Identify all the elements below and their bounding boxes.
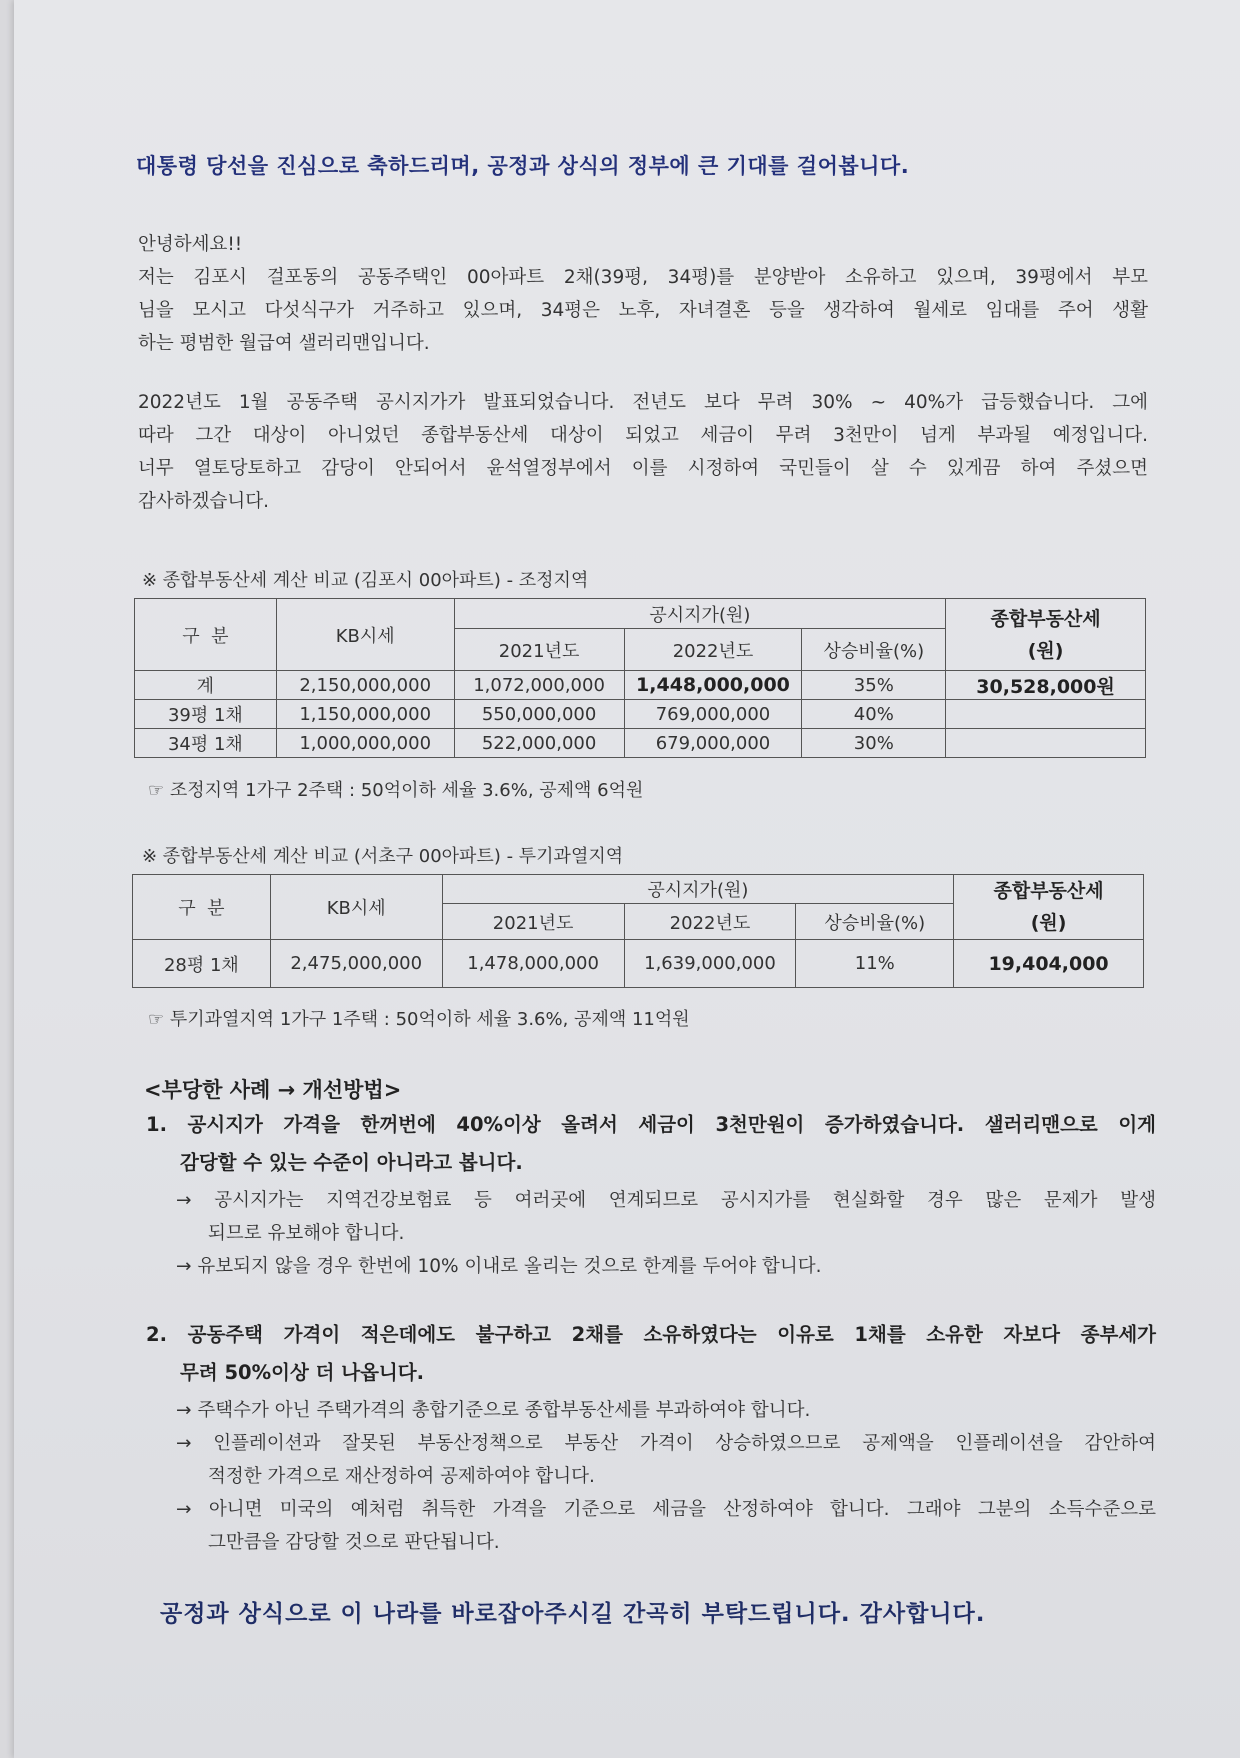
second-paragraph (138, 386, 1148, 518)
intro-paragraph (138, 228, 1148, 360)
cell-2022: 1,448,000,000 (624, 671, 802, 700)
cell-2021: 550,000,000 (454, 700, 624, 729)
item2-sub: 그만큼을 감당할 것으로 판단됩니다. (208, 1532, 500, 1553)
header-tax: 종합부동산세 (원) (954, 875, 1144, 940)
paper-sheet (14, 0, 1240, 1758)
cell-rate: 35% (802, 671, 946, 700)
item2-line: 2. 공동주택 가격이 적은데에도 불구하고 2채를 소유하였다는 이유로 1채를 소유한 자보다 종부세가 (146, 1323, 1156, 1346)
cell-rate: 30% (802, 729, 946, 758)
item1-line: 감당할 수 있는 수준이 아니라고 봅니다. (180, 1151, 523, 1174)
para2-line: 감사하겠습니다. (138, 491, 269, 512)
cell-2022: 769,000,000 (624, 700, 802, 729)
cell-2022: 1,639,000,000 (624, 940, 796, 988)
item-2 (146, 1316, 1156, 1559)
cell-2021: 1,478,000,000 (442, 940, 624, 988)
cell-kb: 2,475,000,000 (270, 940, 442, 988)
cell-2021: 522,000,000 (454, 729, 624, 758)
cell-kb: 1,000,000,000 (276, 729, 454, 758)
header-gongsi: 공시지가(원) (454, 599, 946, 629)
cell-2022: 679,000,000 (624, 729, 802, 758)
greeting: 안녕하세요!! (138, 234, 243, 255)
header-rate: 상승비율(%) (796, 904, 954, 940)
table-row (135, 729, 1146, 758)
table-row (133, 940, 1144, 988)
letter-title: 대통령 당선을 진심으로 축하드리며, 공정과 상식의 정부에 큰 기대를 걸어봅니다. (136, 154, 910, 178)
table1 (134, 598, 1146, 758)
para2-line: 따라 그간 대상이 아니었던 종합부동산세 대상이 되었고 세금이 무려 3천만이 넘게 부과될 예정입니다. (138, 425, 1148, 446)
header-tax: 종합부동산세 (원) (946, 599, 1146, 671)
cell-kb: 1,150,000,000 (276, 700, 454, 729)
item2-sub: → 아니면 미국의 예처럼 취득한 가격을 기준으로 세금을 산정하여야 합니다. 그래야 그분의 소득수준으로 (176, 1499, 1156, 1520)
table-row (135, 700, 1146, 729)
cell-label: 28평 1채 (133, 940, 271, 988)
table2-note: ☞ 투기과열지역 1가구 1주택 : 50억이하 세율 3.6%, 공제액 11억원 (148, 1009, 690, 1030)
section-title: <부당한 사례 → 개선방법> (144, 1078, 402, 1102)
item2-sub: 적정한 가격으로 재산정하여 공제하여야 합니다. (208, 1466, 595, 1487)
cell-tax: 30,528,000원 (946, 671, 1146, 700)
item2-sub: → 주택수가 아닌 주택가격의 총합기준으로 종합부동산세를 부과하여야 합니다. (176, 1400, 811, 1421)
header-2021: 2021년도 (454, 629, 624, 671)
intro-line: 님을 모시고 다섯식구가 거주하고 있으며, 34평은 노후, 자녀결혼 등을 생각하여 월세로 임대를 주어 생활 (138, 300, 1148, 321)
item-1 (146, 1106, 1156, 1283)
cell-kb: 2,150,000,000 (276, 671, 454, 700)
table2 (132, 874, 1144, 988)
item2-line: 무려 50%이상 더 나옵니다. (180, 1361, 424, 1384)
para2-line: 너무 열토당토하고 감당이 안되어서 윤석열정부에서 이를 시정하여 국민들이 살 수 있게끔 하여 주셨으면 (138, 458, 1148, 479)
header-2022: 2022년도 (624, 904, 796, 940)
cell-tax: 19,404,000 (954, 940, 1144, 988)
item1-sub: 되므로 유보해야 합니다. (208, 1223, 405, 1244)
item2-sub: → 인플레이션과 잘못된 부동산정책으로 부동산 가격이 상승하였으므로 공제액을 인플레이션을 감안하여 (176, 1433, 1156, 1454)
cell-tax (946, 700, 1146, 729)
table1-caption: ※ 종합부동산세 계산 비교 (김포시 00아파트) - 조정지역 (142, 570, 589, 591)
header-rate: 상승비율(%) (802, 629, 946, 671)
cell-label: 34평 1채 (135, 729, 277, 758)
cell-rate: 11% (796, 940, 954, 988)
item1-line: 1. 공시지가 가격을 한꺼번에 40%이상 올려서 세금이 3천만원이 증가하였습니다. 샐러리맨으로 이게 (146, 1113, 1156, 1136)
intro-line: 하는 평범한 월급여 샐러리맨입니다. (138, 333, 430, 354)
table-row (135, 671, 1146, 700)
table2-caption: ※ 종합부동산세 계산 비교 (서초구 00아파트) - 투기과열지역 (142, 846, 624, 867)
cell-tax (946, 729, 1146, 758)
cell-2021: 1,072,000,000 (454, 671, 624, 700)
header-gubun: 구 분 (133, 875, 271, 940)
header-kb: KB시세 (276, 599, 454, 671)
header-gubun: 구 분 (135, 599, 277, 671)
header-kb: KB시세 (270, 875, 442, 940)
para2-line: 2022년도 1월 공동주택 공시지가가 발표되었습니다. 전년도 보다 무려 30% ~ 40%가 급등했습니다. 그에 (138, 392, 1148, 413)
intro-line: 저는 김포시 걸포동의 공동주택인 00아파트 2채(39평, 34평)를 분양받아 소유하고 있으며, 39평에서 부모 (138, 267, 1148, 288)
item1-sub: → 공시지가는 지역건강보험료 등 여러곳에 연계되므로 공시지가를 현실화할 경우 많은 문제가 발생 (176, 1190, 1156, 1211)
cell-rate: 40% (802, 700, 946, 729)
table1-note: ☞ 조정지역 1가구 2주택 : 50억이하 세율 3.6%, 공제액 6억원 (148, 780, 644, 801)
header-2021: 2021년도 (442, 904, 624, 940)
cell-label: 계 (135, 671, 277, 700)
item1-sub: → 유보되지 않을 경우 한번에 10% 이내로 올리는 것으로 한계를 두어야 합니다. (176, 1256, 822, 1277)
header-2022: 2022년도 (624, 629, 802, 671)
cell-label: 39평 1채 (135, 700, 277, 729)
header-gongsi: 공시지가(원) (442, 875, 953, 904)
closing-line: 공정과 상식으로 이 나라를 바로잡아주시길 간곡히 부탁드립니다. 감사합니다. (160, 1601, 986, 1627)
